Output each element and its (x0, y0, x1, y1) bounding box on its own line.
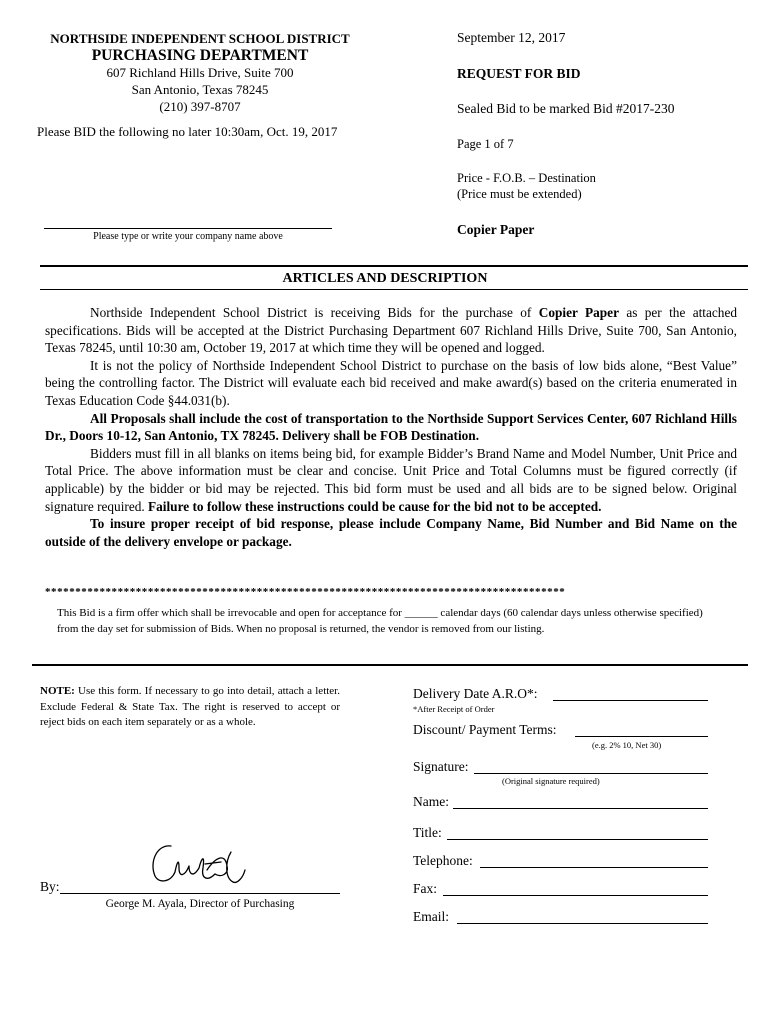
discount-terms-note: (e.g. 2% 10, Net 30) (592, 740, 662, 750)
discount-terms-field[interactable] (575, 736, 708, 737)
section-divider-top (40, 265, 748, 267)
paragraph-2: It is not the policy of Northside Independent School District to purchase on the basis of low bids alone, “Best Value” being the controlling factor. The District will evaluate each bid received and make award(s) based on the criteria enumerated in Texas Education Code §44.031(b). (45, 357, 737, 408)
director-name: George M. Ayala, Director of Purchasing (105, 898, 295, 910)
address-line-1: 607 Richland Hills Drive, Suite 700 (106, 65, 294, 80)
delivery-date-field[interactable] (553, 700, 708, 701)
by-label: By: (40, 879, 60, 894)
paragraph-3: All Proposals shall include the cost of transportation to the Northside Support Services Center, 607 Richland Hills Dr., Doors 10-12, San Antonio, TX 78245. Delivery shall be FOB Destination. (45, 410, 737, 444)
note-text: NOTE: Use this form. If necessary to go into detail, attach a letter. Exclude Federal & State Tax. The right is reserved to accept or reject bids on each item separately or as a whole. (40, 685, 340, 728)
district-name: NORTHSIDE INDEPENDENT SCHOOL DISTRICT (50, 31, 350, 46)
bid-deadline: Please BID the following no later 10:30am, Oct. 19, 2017 (37, 124, 338, 139)
title-label: Title: (413, 825, 442, 840)
signature-note: (Original signature required) (502, 776, 600, 786)
fax-label: Fax: (413, 881, 438, 896)
bid-number: Sealed Bid to be marked Bid #2017-230 (457, 101, 675, 116)
name-field[interactable] (453, 808, 708, 809)
paragraph-4: Bidders must fill in all blanks on items being bid, for example Bidder’s Brand Name and Model Number, Unit Price and Total Price. The above information must be clear and concise. Unit Price and Total Columns must be figured correctly (if applicable) by the bidder or bid may be rejected. This bid form must be used and all bids are to be signed below. Original signature required. Failure to follow these instructions could be cause for the bid not to be accepted. (45, 445, 737, 514)
company-name-caption: Please type or write your company name above (93, 231, 283, 242)
price-terms: Price - F.O.B. – Destination (457, 171, 596, 185)
discount-terms-label: Discount/ Payment Terms: (413, 722, 557, 737)
telephone-label: Telephone: (413, 853, 473, 868)
paragraph-1: Northside Independent School District is receiving Bids for the purchase of Copier Paper as per the attached specifications. Bids will be accepted at the District Purchasing Department 607 Richland Hills Drive, Suite 700, San Antonio, Texas 78245, until 10:30 am, October 19, 2017 at which time they will be opened and logged. (45, 305, 737, 356)
articles-body (45, 304, 737, 550)
address-line-2: San Antonio, Texas 78245 (131, 82, 269, 97)
letterhead (30, 30, 370, 115)
phone-number: (210) 397-8707 (159, 99, 241, 114)
star-divider: ************************************************************************************** (45, 586, 566, 598)
paragraph-5: To insure proper receipt of bid response, please include Company Name, Bid Number and Bid Name on the outside of the delivery envelope or package. (45, 516, 737, 549)
fax-field[interactable] (443, 895, 708, 896)
firm-offer-text: This Bid is a firm offer which shall be irrevocable and open for acceptance for ______ calendar days (60 calendar days unless otherwise specified) from the day set for submission of Bids. When no proposal is returned, the vendor is removed from our listing. (57, 607, 703, 635)
department-name: PURCHASING DEPARTMENT (91, 47, 309, 64)
company-name-field[interactable] (44, 228, 332, 229)
section-divider-title (40, 289, 748, 290)
email-field[interactable] (457, 923, 708, 924)
title-field[interactable] (447, 839, 708, 840)
signature-label: Signature: (413, 759, 469, 774)
request-for-bid-title: REQUEST FOR BID (457, 66, 581, 81)
delivery-date-label: Delivery Date A.R.O*: (413, 686, 538, 701)
director-signature-line (60, 893, 340, 894)
signature-field[interactable] (474, 773, 708, 774)
bid-item: Copier Paper (457, 222, 535, 237)
delivery-date-note: *After Receipt of Order (413, 704, 495, 714)
telephone-field[interactable] (480, 867, 708, 868)
handwritten-signature (145, 838, 265, 890)
item-name: Copier Paper (538, 305, 619, 320)
name-label: Name: (413, 794, 449, 809)
page-indicator: Page 1 of 7 (457, 137, 514, 151)
section-divider-bottom (32, 664, 748, 666)
price-note: (Price must be extended) (457, 187, 582, 201)
bid-date: September 12, 2017 (457, 30, 566, 45)
note-label: NOTE: (40, 685, 75, 697)
email-label: Email: (413, 909, 449, 924)
section-title: ARTICLES AND DESCRIPTION (282, 271, 488, 286)
